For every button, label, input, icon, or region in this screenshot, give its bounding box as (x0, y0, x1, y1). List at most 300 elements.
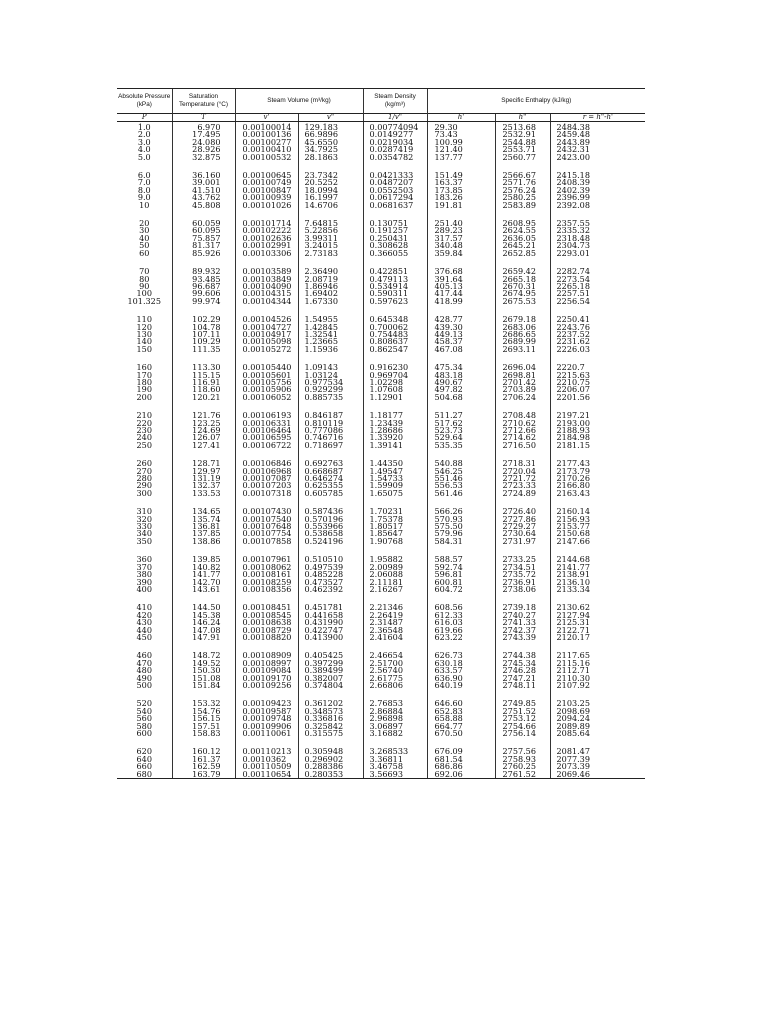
spacer-cell (427, 209, 495, 220)
table-row (117, 420, 645, 427)
table-cell: 1.86946 (298, 283, 363, 290)
table-cell: 405.13 (427, 283, 495, 290)
spacer-cell (298, 449, 363, 460)
table-cell: 2745.34 (495, 660, 550, 667)
spacer-cell (427, 545, 495, 556)
table-cell: 646.60 (427, 700, 495, 707)
spacer-cell (495, 689, 550, 700)
table-row (117, 586, 645, 593)
group-spacer (117, 593, 645, 604)
spacer-cell (235, 401, 298, 412)
table-cell: 390 (136, 578, 152, 586)
table-cell: 0.0552503 (363, 187, 427, 194)
table-cell: 2193.00 (550, 420, 645, 427)
table-cell: 250 (136, 441, 152, 450)
spacer-cell (117, 209, 172, 220)
table-row (117, 346, 645, 353)
table-cell: 633.57 (427, 667, 495, 674)
table-row (117, 730, 645, 737)
table-cell: 2712.66 (495, 427, 550, 434)
table-cell: 0.00101026 (235, 202, 298, 209)
table-cell: 0.0287419 (363, 146, 427, 153)
table-cell: 2396.99 (550, 194, 645, 201)
table-cell: 99.606 (172, 290, 235, 297)
table-cell: 584.31 (427, 538, 495, 545)
table-cell: 2188.93 (550, 427, 645, 434)
table-cell: 0.00109256 (235, 682, 298, 689)
table-cell: 2754.66 (495, 723, 550, 730)
table-cell: 137.77 (427, 154, 495, 161)
table-cell: 2744.38 (495, 652, 550, 659)
table-cell: 28.1863 (298, 154, 363, 161)
table-cell: 520 (136, 700, 152, 708)
table-cell: 200 (136, 393, 152, 402)
spacer-cell (117, 401, 172, 412)
table-cell: 2181.15 (550, 442, 645, 449)
table-cell: 376.68 (427, 268, 495, 275)
spacer-cell (298, 209, 363, 220)
table-cell: 162.59 (172, 763, 235, 770)
table-cell: 0.00109748 (235, 715, 298, 722)
table-row (117, 475, 645, 482)
table-cell: 120.21 (172, 394, 235, 401)
table-cell: 686.86 (427, 763, 495, 770)
table-row (117, 220, 645, 227)
steam-properties-table (117, 88, 645, 779)
table-row (117, 394, 645, 401)
table-cell: 2721.72 (495, 475, 550, 482)
table-cell: 2103.25 (550, 700, 645, 707)
table-cell: 173.85 (427, 187, 495, 194)
table-cell: 0.00107203 (235, 482, 298, 489)
table-cell: 2.96898 (363, 715, 427, 722)
table-cell: 24.080 (172, 139, 235, 146)
table-cell: 2724.89 (495, 490, 550, 497)
table-row (117, 715, 645, 722)
spacer-cell (363, 353, 427, 364)
table-cell: 2318.48 (550, 235, 645, 242)
group-spacer (117, 449, 645, 460)
symbol-density: 1/v" (363, 114, 427, 122)
table-cell: 561.46 (427, 490, 495, 497)
table-cell: 2748.11 (495, 682, 550, 689)
table-cell: 90 (139, 282, 150, 291)
table-cell: 0.00104727 (235, 324, 298, 331)
table-cell: 133.53 (172, 490, 235, 497)
table-cell: 2760.25 (495, 763, 550, 770)
table-cell: 132.37 (172, 482, 235, 489)
table-cell: 0.280353 (298, 771, 363, 779)
group-spacer (117, 161, 645, 172)
spacer-cell (235, 353, 298, 364)
table-cell: 2718.31 (495, 460, 550, 467)
table-row (117, 508, 645, 515)
symbol-pressure: P (117, 114, 172, 122)
table-cell: 0.305948 (298, 748, 363, 755)
table-cell: 2735.72 (495, 571, 550, 578)
table-cell: 2566.67 (495, 172, 550, 179)
table-cell: 150 (136, 345, 152, 354)
table-cell: 0.00110509 (235, 763, 298, 770)
table-cell: 124.69 (172, 427, 235, 434)
table-cell: 320 (136, 515, 152, 524)
table-cell: 604.72 (427, 586, 495, 593)
table-cell: 73.43 (427, 131, 495, 138)
table-cell: 497.82 (427, 386, 495, 393)
table-cell: 2089.89 (550, 723, 645, 730)
spacer-cell (495, 353, 550, 364)
table-cell: 144.50 (172, 604, 235, 611)
table-cell: 2723.33 (495, 482, 550, 489)
table-cell: 180 (136, 378, 152, 387)
spacer-cell (550, 161, 645, 172)
table-cell: 100 (136, 290, 152, 298)
symbol-liquid-enthalpy: h' (427, 114, 495, 122)
spacer-cell (427, 593, 495, 604)
table-cell: 2415.18 (550, 172, 645, 179)
table-cell: 0.00109423 (235, 700, 298, 707)
table-cell: 580 (136, 722, 152, 730)
spacer-cell (235, 545, 298, 556)
table-cell: 1.80517 (363, 523, 427, 530)
table-cell: 2173.79 (550, 468, 645, 475)
table-cell: 0.191257 (363, 227, 427, 234)
table-cell: 0.00104315 (235, 290, 298, 297)
table-cell: 10 (139, 201, 150, 210)
table-cell: 2077.39 (550, 756, 645, 763)
table-cell: 118.60 (172, 386, 235, 393)
table-cell: 0.374804 (298, 682, 363, 689)
table-cell: 449.13 (427, 331, 495, 338)
table-cell: 0.862547 (363, 346, 427, 353)
table-cell: 220 (136, 419, 152, 427)
spacer-cell (363, 689, 427, 700)
table-cell: 483.18 (427, 372, 495, 379)
table-cell: 2459.48 (550, 131, 645, 138)
table-cell: 2726.40 (495, 508, 550, 515)
spacer-cell (298, 641, 363, 652)
table-cell: 0.00102222 (235, 227, 298, 234)
table-cell: 0.00106846 (235, 460, 298, 467)
table-cell: 0.00104917 (235, 331, 298, 338)
table-cell: 2652.85 (495, 250, 550, 257)
spacer-cell (427, 353, 495, 364)
table-cell: 96.687 (172, 283, 235, 290)
table-cell: 2608.95 (495, 220, 550, 227)
table-cell: 1.44350 (363, 460, 427, 467)
table-cell: 2443.89 (550, 139, 645, 146)
table-cell: 2177.43 (550, 460, 645, 467)
table-cell: 623.22 (427, 634, 495, 641)
table-cell: 2706.24 (495, 394, 550, 401)
table-cell: 0.00100532 (235, 154, 298, 161)
table-cell: 2.36548 (363, 627, 427, 634)
table-cell: 3.0 (137, 138, 151, 147)
table-cell: 2693.11 (495, 346, 550, 353)
table-cell: 2.16267 (363, 586, 427, 593)
table-cell: 2335.32 (550, 227, 645, 234)
table-cell: 0.00106052 (235, 394, 298, 401)
table-cell: 2.08719 (298, 276, 363, 283)
table-cell: 2069.46 (550, 771, 645, 779)
table-row (117, 179, 645, 186)
table-cell: 2136.10 (550, 579, 645, 586)
table-cell: 640.19 (427, 682, 495, 689)
table-cell: 0.00107540 (235, 516, 298, 523)
table-row (117, 276, 645, 283)
group-spacer (117, 305, 645, 316)
spacer-cell (298, 689, 363, 700)
table-cell: 0.587436 (298, 508, 363, 515)
table-row (117, 412, 645, 419)
table-cell: 0.397299 (298, 660, 363, 667)
table-cell: 85.926 (172, 250, 235, 257)
table-cell: 7.64815 (298, 220, 363, 227)
table-cell: 2282.74 (550, 268, 645, 275)
table-cell: 636.90 (427, 675, 495, 682)
table-row (117, 442, 645, 449)
table-cell: 450 (136, 633, 152, 642)
table-row (117, 338, 645, 345)
table-cell: 0.00109084 (235, 667, 298, 674)
table-cell: 141.77 (172, 571, 235, 578)
table-cell: 1.59909 (363, 482, 427, 489)
table-cell: 2683.06 (495, 324, 550, 331)
table-cell: 2.0 (137, 131, 151, 139)
spacer-cell (235, 737, 298, 748)
table-cell: 2085.64 (550, 730, 645, 737)
table-row (117, 379, 645, 386)
table-cell: 0.700062 (363, 324, 427, 331)
table-cell: 540 (136, 707, 152, 716)
table-cell: 0.746716 (298, 434, 363, 441)
spacer-cell (495, 449, 550, 460)
table-cell: 127.41 (172, 442, 235, 449)
table-cell: 2.00989 (363, 564, 427, 571)
table-cell: 1.23439 (363, 420, 427, 427)
table-cell: 0.00110213 (235, 748, 298, 755)
table-cell: 123.25 (172, 420, 235, 427)
table-cell: 290 (136, 482, 152, 490)
table-cell: 2689.99 (495, 338, 550, 345)
table-cell: 66.9896 (298, 131, 363, 138)
table-cell: 2122.71 (550, 627, 645, 634)
table-cell: 251.40 (427, 220, 495, 227)
table-cell: 3.06897 (363, 723, 427, 730)
table-cell: 149.52 (172, 660, 235, 667)
table-cell: 0.497539 (298, 564, 363, 571)
table-cell: 145.38 (172, 612, 235, 619)
table-cell: 0.524196 (298, 538, 363, 545)
table-cell: 2112.71 (550, 667, 645, 674)
table-cell: 14.6706 (298, 202, 363, 209)
table-cell: 160.12 (172, 748, 235, 755)
table-cell: 592.74 (427, 564, 495, 571)
table-cell: 1.18177 (363, 412, 427, 419)
table-cell: 109.29 (172, 338, 235, 345)
table-cell: 20.5252 (298, 179, 363, 186)
table-cell: 36.160 (172, 172, 235, 179)
table-cell: 16.1997 (298, 194, 363, 201)
table-cell: 0.431990 (298, 619, 363, 626)
table-cell: 2166.80 (550, 482, 645, 489)
table-cell: 0.0421333 (363, 172, 427, 179)
table-cell: 2201.56 (550, 394, 645, 401)
table-cell: 2098.69 (550, 708, 645, 715)
spacer-cell (172, 353, 235, 364)
spacer-cell (172, 545, 235, 556)
spacer-cell (235, 209, 298, 220)
table-cell: 150.30 (172, 667, 235, 674)
table-cell: 2150.68 (550, 530, 645, 537)
table-cell: 160 (136, 364, 152, 372)
table-cell: 134.65 (172, 508, 235, 515)
table-cell: 670.50 (427, 730, 495, 737)
table-cell: 2147.66 (550, 538, 645, 545)
table-cell: 0.00107858 (235, 538, 298, 545)
spacer-cell (427, 305, 495, 316)
table-cell: 131.19 (172, 475, 235, 482)
spacer-cell (172, 401, 235, 412)
table-cell: 2215.63 (550, 372, 645, 379)
table-cell: 107.11 (172, 331, 235, 338)
table-cell: 2703.89 (495, 386, 550, 393)
spacer-cell (298, 497, 363, 508)
table-cell: 300 (136, 489, 152, 498)
table-cell: 1.07608 (363, 386, 427, 393)
spacer-cell (550, 305, 645, 316)
table-cell: 2738.06 (495, 586, 550, 593)
table-cell: 570.93 (427, 516, 495, 523)
table-cell: 151.49 (427, 172, 495, 179)
table-cell: 2679.18 (495, 316, 550, 323)
spacer-cell (172, 593, 235, 604)
table-cell: 140 (136, 338, 152, 346)
table-cell: 556.53 (427, 482, 495, 489)
table-row (117, 131, 645, 138)
table-cell: 2716.50 (495, 442, 550, 449)
spacer-cell (363, 161, 427, 172)
table-row (117, 756, 645, 763)
table-row (117, 634, 645, 641)
table-cell: 2576.24 (495, 187, 550, 194)
table-row (117, 316, 645, 323)
table-cell: 2256.54 (550, 298, 645, 305)
table-cell: 126.07 (172, 434, 235, 441)
spacer-cell (363, 641, 427, 652)
group-spacer (117, 401, 645, 412)
table-cell: 0.00108356 (235, 586, 298, 593)
table-cell: 380 (136, 571, 152, 579)
table-cell: 2696.04 (495, 364, 550, 371)
table-row (117, 227, 645, 234)
table-cell: 2756.14 (495, 730, 550, 737)
spacer-cell (495, 737, 550, 748)
table-cell: 620 (136, 748, 152, 756)
table-cell: 1.65075 (363, 490, 427, 497)
table-cell: 2094.24 (550, 715, 645, 722)
table-cell: 0.00105906 (235, 386, 298, 393)
table-cell: 2730.64 (495, 530, 550, 537)
table-cell: 2138.91 (550, 571, 645, 578)
table-cell: 60.095 (172, 227, 235, 234)
table-cell: 400 (136, 585, 152, 594)
table-cell: 190 (136, 386, 152, 394)
table-cell: 2645.21 (495, 242, 550, 249)
table-cell: 5.0 (137, 153, 151, 162)
table-row (117, 146, 645, 153)
table-cell: 0.451781 (298, 604, 363, 611)
table-cell: 0.382007 (298, 675, 363, 682)
table-cell: 136.81 (172, 523, 235, 530)
table-cell: 3.24015 (298, 242, 363, 249)
spacer-cell (172, 641, 235, 652)
spacer-cell (495, 545, 550, 556)
spacer-cell (495, 161, 550, 172)
table-cell: 0.00100939 (235, 194, 298, 201)
table-cell: 2144.68 (550, 556, 645, 563)
table-row (117, 194, 645, 201)
table-cell: 115.15 (172, 372, 235, 379)
table-cell: 2273.54 (550, 276, 645, 283)
table-cell: 470 (136, 659, 152, 668)
table-row (117, 386, 645, 393)
table-cell: 2686.65 (495, 331, 550, 338)
table-cell: 2727.86 (495, 516, 550, 523)
table-cell: 0.885735 (298, 394, 363, 401)
spacer-cell (427, 737, 495, 748)
table-cell: 0.0219034 (363, 139, 427, 146)
table-cell: 0.462392 (298, 586, 363, 593)
spacer-cell (117, 497, 172, 508)
table-cell: 0.485228 (298, 571, 363, 578)
table-cell: 0.645348 (363, 316, 427, 323)
table-cell: 0.00106968 (235, 468, 298, 475)
table-cell: 2.46654 (363, 652, 427, 659)
table-cell: 2.51700 (363, 660, 427, 667)
table-row (117, 324, 645, 331)
table-cell: 0.413900 (298, 634, 363, 641)
table-cell: 0.977534 (298, 379, 363, 386)
table-row (117, 627, 645, 634)
spacer-cell (363, 257, 427, 268)
table-cell: 2583.89 (495, 202, 550, 209)
table-cell: 0.00108638 (235, 619, 298, 626)
table-cell: 100.99 (427, 139, 495, 146)
table-cell: 370 (136, 563, 152, 572)
table-cell: 104.78 (172, 324, 235, 331)
spacer-cell (550, 449, 645, 460)
table-cell: 0.00100847 (235, 187, 298, 194)
table-cell: 535.35 (427, 442, 495, 449)
table-cell: 0.0487207 (363, 179, 427, 186)
spacer-cell (172, 689, 235, 700)
table-cell: 0.422851 (363, 268, 427, 275)
table-cell: 70 (139, 268, 150, 276)
header-specific-enthalpy: Specific Enthalpy (kJ/kg) (427, 89, 645, 114)
table-cell: 113.30 (172, 364, 235, 371)
spacer-cell (427, 689, 495, 700)
table-cell: 151.08 (172, 675, 235, 682)
table-row (117, 700, 645, 707)
table-cell: 0.00105756 (235, 379, 298, 386)
table-row (117, 675, 645, 682)
table-cell: 2.86884 (363, 708, 427, 715)
table-cell: 3.16882 (363, 730, 427, 737)
table-cell: 34.7925 (298, 146, 363, 153)
symbol-vapor-volume: v" (298, 114, 363, 122)
table-cell: 0.590311 (363, 290, 427, 297)
